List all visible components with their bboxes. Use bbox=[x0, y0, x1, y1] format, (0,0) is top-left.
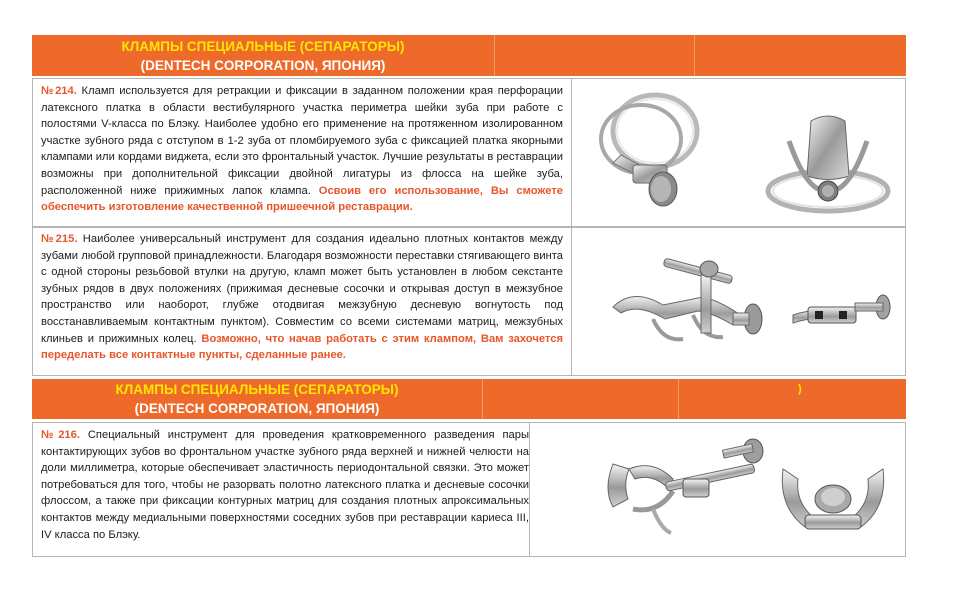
item-number: №215. bbox=[41, 233, 78, 245]
item-text: Кламп используется для ретракции и фиксации в заданном положении края перфорации латексного платка в области вестибулярного участка периметра шейки зуба при работе с полостями V-класса по Блэку. Наиболее удобно его применение на протяженном изолированном участке зубного ряда с отступом в 1-2 зуба от пломбируемого зуба с фиксацией платка якорными клампами или кордами виджета, если это фронтальный участок. Лучшие результаты в реставрации возможны при дополнительной фиксации двойной лигатуры из флосса на шейке зуба, расположенной ниже прижимных лапок клампа. bbox=[41, 85, 563, 197]
section-title-line1: КЛАМПЫ СПЕЦИАЛЬНЫЕ (СЕПАРАТОРЫ) bbox=[115, 382, 399, 397]
section-title-line2: (DENTECH CORPORATION, ЯПОНИЯ) bbox=[140, 57, 386, 73]
item-text: Специальный инструмент для проведения кратковременного разведения пары контактирующих зубов во фронтальном участке зубного ряда верхней и нижней челюсти на доли миллиметра, которые обеспечивает эластичность периодонтальной связки. Это может потребоваться для того, чтобы не разорвать полотно латексного платка и десневые сосочки флоссом, а также при фиксации контурных матриц для создания плотных апроксимальных контактов между медиальными поверхностями соседних зубов при реставрации кариеса III, IV класса по Блэку. bbox=[41, 429, 529, 541]
item-row-216 bbox=[32, 422, 906, 557]
section-title-line2: (DENTECH CORPORATION, ЯПОНИЯ) bbox=[134, 401, 380, 416]
section-title bbox=[32, 35, 494, 76]
item-number: №216. bbox=[41, 429, 80, 441]
clamp-216-image bbox=[573, 429, 903, 549]
item-highlight: Освоив его использование, Вы сможете обеспечить изготовление качественной пришеечной реставрации. bbox=[41, 184, 563, 214]
item-row-215 bbox=[32, 226, 906, 376]
item-row-214 bbox=[32, 78, 906, 228]
item-description bbox=[41, 83, 563, 216]
section-title bbox=[32, 379, 482, 419]
item-text: Наиболее универсальный инструмент для создания идеально плотных контактов между зубами любой групповой принадлежности. Благодаря возможности переставки стягивающего винта с одной стороны резьбовой втулки на другую, кламп может быть установлен в любом секстанте зубных рядов в двух положениях (прижимая десневые сосочки и открывая доступ в межзубное пространство или наоборот, глубже отодвигая межзубную десневую вогнутость под восстанавливаемым контактным пунктом). Совместим со всеми системами матриц, межзубных клиньев и прижимных колец. bbox=[41, 233, 563, 345]
item-description bbox=[41, 427, 529, 543]
section-header-mid bbox=[32, 379, 906, 419]
item-description bbox=[41, 231, 563, 364]
item-highlight: Возможно, что начав работать с этим клампом, Вам захочется переделать все контактные пункты, сделанные ранее. bbox=[41, 332, 563, 362]
header-note: ) bbox=[798, 383, 802, 395]
section-header-top bbox=[32, 35, 906, 76]
clamp-215-image bbox=[593, 247, 903, 357]
clamp-214-image bbox=[593, 81, 903, 227]
item-number: №214. bbox=[41, 85, 77, 97]
section-title-line1: КЛАМПЫ СПЕЦИАЛЬНЫЕ (СЕПАРАТОРЫ) bbox=[121, 38, 405, 54]
